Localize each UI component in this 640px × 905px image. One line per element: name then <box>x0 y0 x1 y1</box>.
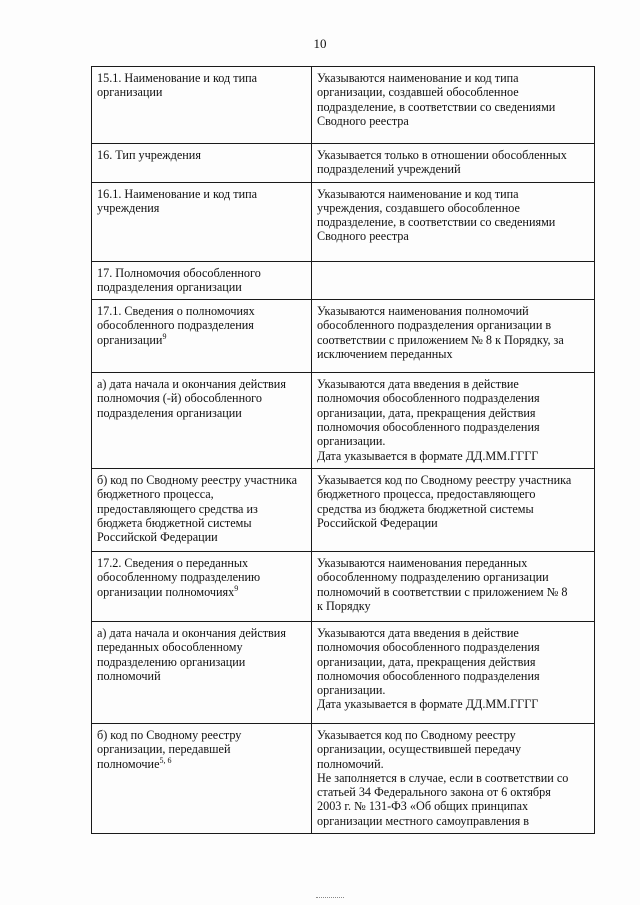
description-line: Указывается код по Сводному реестру <box>317 727 516 742</box>
field-name-text: предоставляющего средства из <box>97 501 258 516</box>
description-line: Сводного реестра <box>317 113 409 128</box>
page-number: 10 <box>313 36 327 51</box>
field-name-text: подразделения организации <box>97 405 242 420</box>
field-name-line <box>97 487 307 501</box>
field-name-text: а) дата начала и окончания действия <box>97 377 286 392</box>
field-name-text: б) код по Сводному реестру <box>97 727 242 742</box>
description-line: Дата указывается в формате ДД.ММ.ГГГГ <box>317 448 539 463</box>
description-line: Указываются наименование и код типа <box>317 186 519 201</box>
description-line: к Порядку <box>317 598 371 613</box>
field-name-cell <box>92 621 312 723</box>
field-name-line <box>97 655 307 669</box>
field-name-line <box>97 473 307 487</box>
description-cell <box>312 67 595 144</box>
description-line: организации, дата, прекращения действия <box>317 654 536 669</box>
field-name-text: организации полномочиях <box>97 584 235 599</box>
description-line: подразделение, в соответствии со сведениями <box>317 99 556 114</box>
description-line: полномочия обособленного подразделения <box>317 420 540 435</box>
field-name-text: Российской Федерации <box>97 530 218 545</box>
description-line: полномочий. <box>317 756 384 771</box>
field-name-line <box>97 333 307 347</box>
field-name-cell <box>92 723 312 833</box>
field-name-line <box>97 502 307 516</box>
table-row <box>92 468 595 551</box>
field-name-line <box>97 280 307 294</box>
field-name-line <box>97 391 307 405</box>
description-line: обособленному подразделению организации <box>317 570 549 585</box>
description-line: статьей 34 Федерального закона от 6 октября <box>317 785 551 800</box>
field-name-line <box>97 187 307 201</box>
field-name-cell <box>92 300 312 373</box>
field-name-line <box>97 530 307 544</box>
field-name-line <box>97 377 307 391</box>
field-name-line <box>97 85 307 99</box>
field-name-line <box>97 640 307 654</box>
field-name-line <box>97 148 307 162</box>
description-line: полномочий в соответствии с приложением № 8 <box>317 584 568 599</box>
field-name-line <box>97 516 307 530</box>
description-cell <box>312 373 595 469</box>
description-cell <box>312 261 595 300</box>
description-line: средства из бюджета бюджетной системы <box>317 501 534 516</box>
description-line: обособленного подразделения организации в <box>317 318 552 333</box>
field-name-text: а) дата начала и окончания действия <box>97 625 286 640</box>
description-line: Указывается код по Сводному реестру участника <box>317 472 572 487</box>
field-name-text: переданных обособленному <box>97 640 243 655</box>
table-row <box>92 182 595 261</box>
description-line: организации, создавшей обособленное <box>317 85 519 100</box>
field-name-text: подразделения организации <box>97 279 242 294</box>
field-name-line <box>97 742 307 756</box>
description-line: организации. <box>317 434 386 449</box>
field-name-cell <box>92 373 312 469</box>
field-name-cell <box>92 144 312 183</box>
description-cell <box>312 300 595 373</box>
description-line: Не заполняется в случае, если в соответствии со <box>317 770 569 785</box>
field-name-text: бюджета бюджетной системы <box>97 515 252 530</box>
field-name-cell <box>92 182 312 261</box>
field-name-cell <box>92 551 312 621</box>
field-name-cell <box>92 468 312 551</box>
scan-artifact <box>316 897 344 900</box>
field-name-text: б) код по Сводному реестру участника <box>97 472 297 487</box>
field-name-text: обособленному подразделению <box>97 570 261 585</box>
description-line: Указываются дата введения в действие <box>317 377 519 392</box>
description-line: Указываются наименование и код типа <box>317 71 519 85</box>
field-name-text: 17.1. Сведения о полномочиях <box>97 304 255 319</box>
field-name-line <box>97 304 307 318</box>
field-name-text: полномочия (-й) обособленного <box>97 391 262 406</box>
description-cell <box>312 468 595 551</box>
requirements-table <box>91 66 595 834</box>
field-name-text: подразделению организации <box>97 654 246 669</box>
description-line: Указываются наименования полномочий <box>317 304 529 319</box>
description-cell <box>312 182 595 261</box>
description-line: полномочия обособленного подразделения <box>317 668 540 683</box>
field-name-line <box>97 669 307 683</box>
field-name-text: организации <box>97 332 163 347</box>
field-name-text: полномочий <box>97 668 161 683</box>
description-cell <box>312 144 595 183</box>
description-cell <box>312 723 595 833</box>
description-line: соответствии с приложением № 8 к Порядку, за <box>317 332 564 347</box>
description-line: Российской Федерации <box>317 515 438 530</box>
description-line: Указывается только в отношении обособленных <box>317 148 567 162</box>
field-name-line <box>97 556 307 570</box>
field-name-text: 17.2. Сведения о переданных <box>97 555 249 570</box>
field-name-text: 16. Тип учреждения <box>97 148 201 162</box>
footnote-ref: 9 <box>234 583 239 593</box>
description-line: учреждения, создавшего обособленное <box>317 200 520 215</box>
table-row <box>92 723 595 833</box>
footnote-ref: 5, 6 <box>159 755 172 765</box>
description-line: бюджетного процесса, предоставляющего <box>317 487 536 502</box>
field-name-cell <box>92 261 312 300</box>
table-row <box>92 551 595 621</box>
field-name-text: организации, передавшей <box>97 742 231 757</box>
description-cell <box>312 621 595 723</box>
table-row <box>92 261 595 300</box>
table-row <box>92 144 595 183</box>
field-name-line <box>97 71 307 85</box>
field-name-text: 17. Полномочия обособленного <box>97 265 261 280</box>
description-line: организации. <box>317 683 386 698</box>
field-name-line <box>97 406 307 420</box>
table-row <box>92 373 595 469</box>
description-line: организации, дата, прекращения действия <box>317 405 536 420</box>
description-line: полномочия обособленного подразделения <box>317 640 540 655</box>
description-line: исключением переданных <box>317 347 453 362</box>
field-name-line <box>97 318 307 332</box>
description-line: Указываются наименования переданных <box>317 555 528 570</box>
description-line: организации местного самоуправления в <box>317 813 530 828</box>
field-name-line <box>97 570 307 584</box>
field-name-text: 15.1. Наименование и код типа <box>97 71 258 85</box>
footnote-ref: 9 <box>162 331 167 341</box>
table-row <box>92 300 595 373</box>
field-name-line <box>97 626 307 640</box>
description-line: организации, осуществившей передачу <box>317 742 522 757</box>
field-name-cell <box>92 67 312 144</box>
description-line: полномочия обособленного подразделения <box>317 391 540 406</box>
field-name-text: учреждения <box>97 200 160 215</box>
field-name-text: полномочие <box>97 756 160 771</box>
field-name-line <box>97 728 307 742</box>
table-row <box>92 621 595 723</box>
description-line: 2003 г. № 131-ФЗ «Об общих принципах <box>317 799 529 814</box>
field-name-line <box>97 266 307 280</box>
description-line: подразделений учреждений <box>317 162 461 177</box>
field-name-line <box>97 201 307 215</box>
table-row <box>92 67 595 144</box>
field-name-text: обособленного подразделения <box>97 318 254 333</box>
field-name-text: организации <box>97 85 163 100</box>
description-line: подразделение, в соответствии со сведениями <box>317 215 556 230</box>
description-line: Дата указывается в формате ДД.ММ.ГГГГ <box>317 697 539 712</box>
field-name-text: бюджетного процесса, <box>97 487 214 502</box>
description-line: Сводного реестра <box>317 229 409 244</box>
description-line: Указываются дата введения в действие <box>317 625 519 640</box>
field-name-line <box>97 585 307 599</box>
description-cell <box>312 551 595 621</box>
field-name-line <box>97 757 307 771</box>
field-name-text: 16.1. Наименование и код типа <box>97 186 258 201</box>
